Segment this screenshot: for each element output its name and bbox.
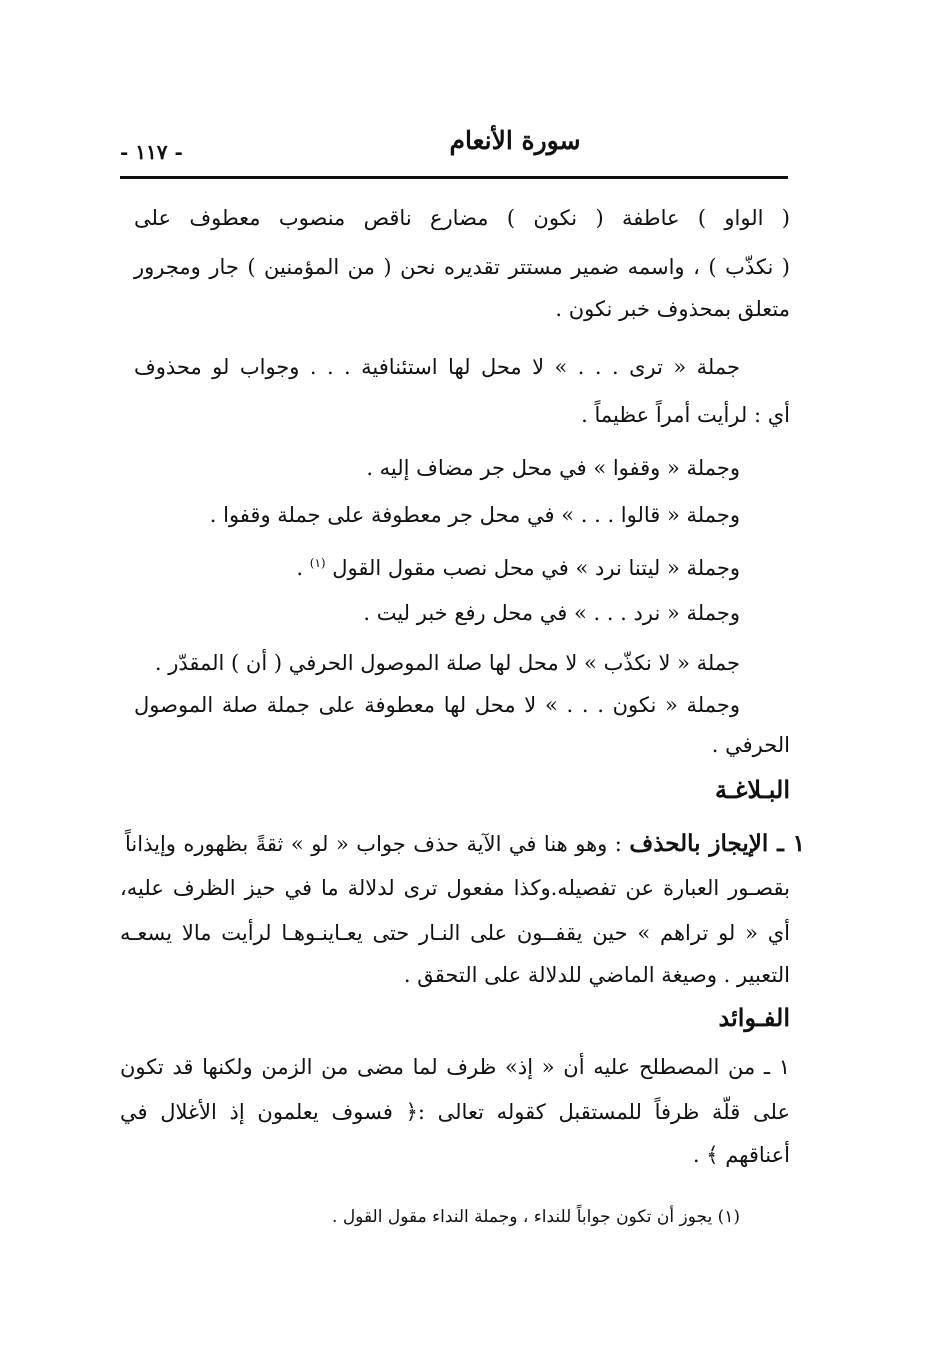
body-line-8 (134, 548, 740, 578)
balagha-line-1-rest: : وهو هنا في الآية حذف جواب « لو » ثقةً بظهوره وإيذاناً (125, 832, 630, 856)
header-divider (120, 176, 788, 179)
footnote: (١) يجوز أن تكون جواباً للنداء ، وجملة النداء مقول القول . (332, 1207, 740, 1227)
body-line-5: أي : لرأيت أمراً عظيماً . (581, 403, 790, 427)
balagha-lead: ١ ـ الإيجاز بالحذف (629, 830, 805, 857)
body-line-2: ( نكذّب ) ، واسمه ضمير مستتر تقديره نحن ( من المؤمنين ) جار ومجرور (134, 255, 790, 279)
balagha-line-1 (125, 829, 805, 859)
fawaid-line-3: أعناقهم ﴾ . (692, 1143, 790, 1167)
body-line-8-end: . (296, 556, 310, 580)
balagha-line-2: بقصـور العبارة عن تفصيله.وكذا مفعول ترى لدلالة ما في حيز الظرف عليه، (120, 876, 790, 900)
body-line-1: ( الواو ) عاطفة ( نكون ) مضارع ناقص منصوب معطوف على (134, 206, 790, 230)
body-line-8-text: وجملة « ليتنا نرد » في محل نصب مقول القول (332, 556, 740, 580)
footnote-ref: (١) (309, 556, 326, 570)
fawaid-heading: الفـوائد (718, 1003, 790, 1032)
page-number: - ١١٧ - (120, 140, 183, 164)
body-line-3: متعلق بمحذوف خبر نكون . (555, 297, 790, 321)
surah-title: سورة الأنعام (449, 126, 581, 155)
body-line-6: وجملة « وقفوا » في محل جر مضاف إليه . (366, 456, 740, 480)
balagha-line-4: التعبير . وصيغة الماضي للدلالة على التحقق . (403, 963, 790, 987)
body-line-12: الحرفي . (711, 733, 790, 757)
balagha-heading: البـلاغـة (714, 775, 790, 804)
page-header (120, 118, 790, 178)
fawaid-line-1: ١ ـ من المصطلح عليه أن « إذ» ظرف لما مضى من الزمن ولكنها قد تكون (120, 1055, 790, 1079)
body-line-9: وجملة « نرد . . . » في محل رفع خبر ليت . (363, 601, 740, 625)
body-line-7: وجملة « قالوا . . . » في محل جر معطوفة على جملة وقفوا . (209, 503, 740, 527)
balagha-line-3: أي « لو تراهم » حين يقفــون على النـار حتى يعـاينـوهـا لرأيت مالا يسعـه (120, 921, 790, 945)
body-line-4: جملة « ترى . . . » لا محل لها استئنافية . . . وجواب لو محذوف (134, 355, 740, 379)
body-line-10: جملة « لا نكذّب » لا محل لها صلة الموصول الحرفي ( أن ) المقدّر . (154, 651, 740, 675)
body-line-11: وجملة « نكون . . . » لا محل لها معطوفة على جملة صلة الموصول (134, 693, 740, 717)
fawaid-line-2: على قلّة ظرفاً للمستقبل كقوله تعالى :﴿ فسوف يعلمون إذ الأغلال في (120, 1100, 790, 1124)
